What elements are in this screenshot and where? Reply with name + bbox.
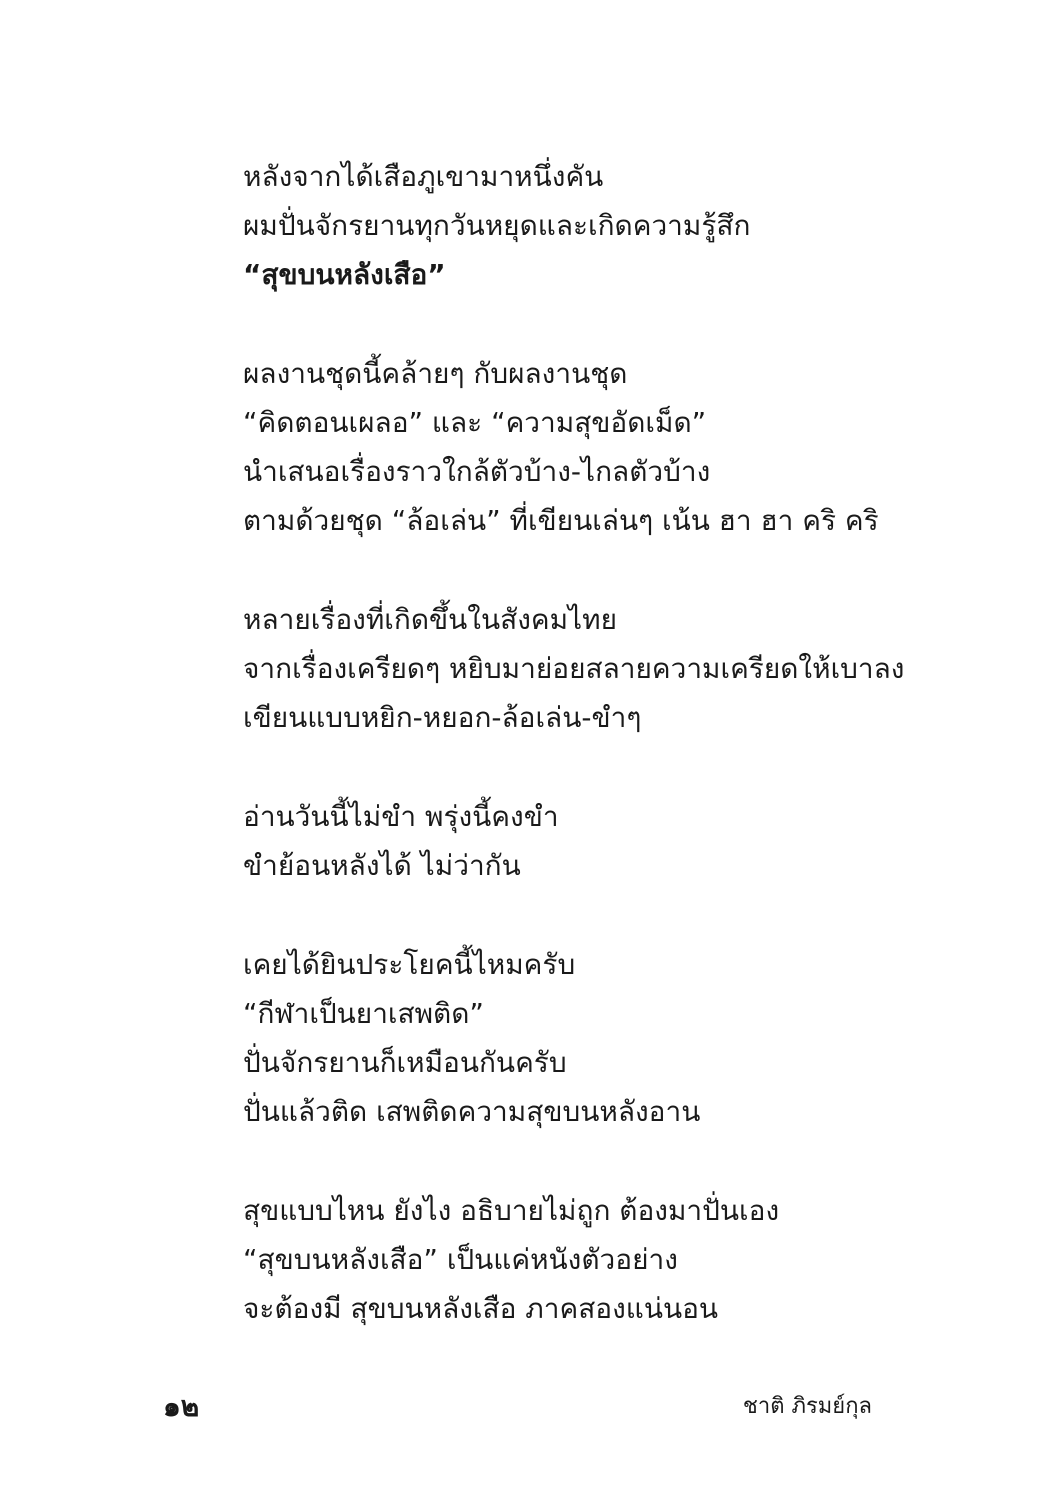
text-line: อ่านวันนี้ไม่ขำ พรุ่งนี้คงขำ (243, 800, 559, 833)
text-line: สุขแบบไหน ยังไง อธิบายไม่ถูก ต้องมาปั่นเอง (243, 1194, 780, 1227)
stanza-gap (243, 299, 963, 349)
text-line: ผลงานชุดนี้คล้ายๆ กับผลงานชุด (243, 357, 628, 390)
body-text (243, 152, 963, 1333)
stanza (243, 152, 963, 299)
stanza-gap (243, 545, 963, 595)
text-line: ปั่นแล้วติด เสพติดความสุขบนหลังอาน (243, 1095, 701, 1128)
text-line: ขำย้อนหลังได้ ไม่ว่ากัน (243, 849, 521, 882)
stanza (243, 349, 963, 545)
text-line: หลังจากได้เสือภูเขามาหนึ่งคัน (243, 160, 604, 193)
emphasized-title-line: “สุขบนหลังเสือ” (243, 258, 446, 291)
text-line: หลายเรื่องที่เกิดขึ้นในสังคมไทย (243, 603, 617, 636)
text-line: “กีฬาเป็นยาเสพติด” (243, 997, 484, 1030)
stanza-gap (243, 742, 963, 792)
text-line: “คิดตอนเผลอ” และ “ความสุขอัดเม็ด” (243, 406, 707, 439)
text-line: ผมปั่นจักรยานทุกวันหยุดและเกิดความรู้สึก (243, 209, 751, 242)
text-line: จากเรื่องเครียดๆ หยิบมาย่อยสลายความเครียดให้เบาลง (243, 652, 905, 685)
text-line: ปั่นจักรยานก็เหมือนกันครับ (243, 1046, 567, 1079)
stanza-gap (243, 1136, 963, 1186)
stanza (243, 792, 963, 890)
page-number: ๑๒ (163, 1390, 200, 1423)
stanza (243, 1186, 963, 1333)
author-name: ชาติ ภิรมย์กุล (742, 1394, 872, 1419)
text-line: ตามด้วยชุด “ล้อเล่น” ที่เขียนเล่นๆ เน้น ฮา ฮา คริ คริ (243, 504, 879, 537)
stanza-gap (243, 890, 963, 940)
text-line: จะต้องมี สุขบนหลังเสือ ภาคสองแน่นอน (243, 1292, 719, 1325)
stanza (243, 940, 963, 1136)
text-line: นำเสนอเรื่องราวใกล้ตัวบ้าง-ไกลตัวบ้าง (243, 455, 711, 488)
text-line: เขียนแบบหยิก-หยอก-ล้อเล่น-ขำๆ (243, 701, 642, 734)
stanza (243, 595, 963, 742)
text-line: เคยได้ยินประโยคนี้ไหมครับ (243, 948, 576, 981)
text-line: “สุขบนหลังเสือ” เป็นแค่หนังตัวอย่าง (243, 1243, 678, 1276)
